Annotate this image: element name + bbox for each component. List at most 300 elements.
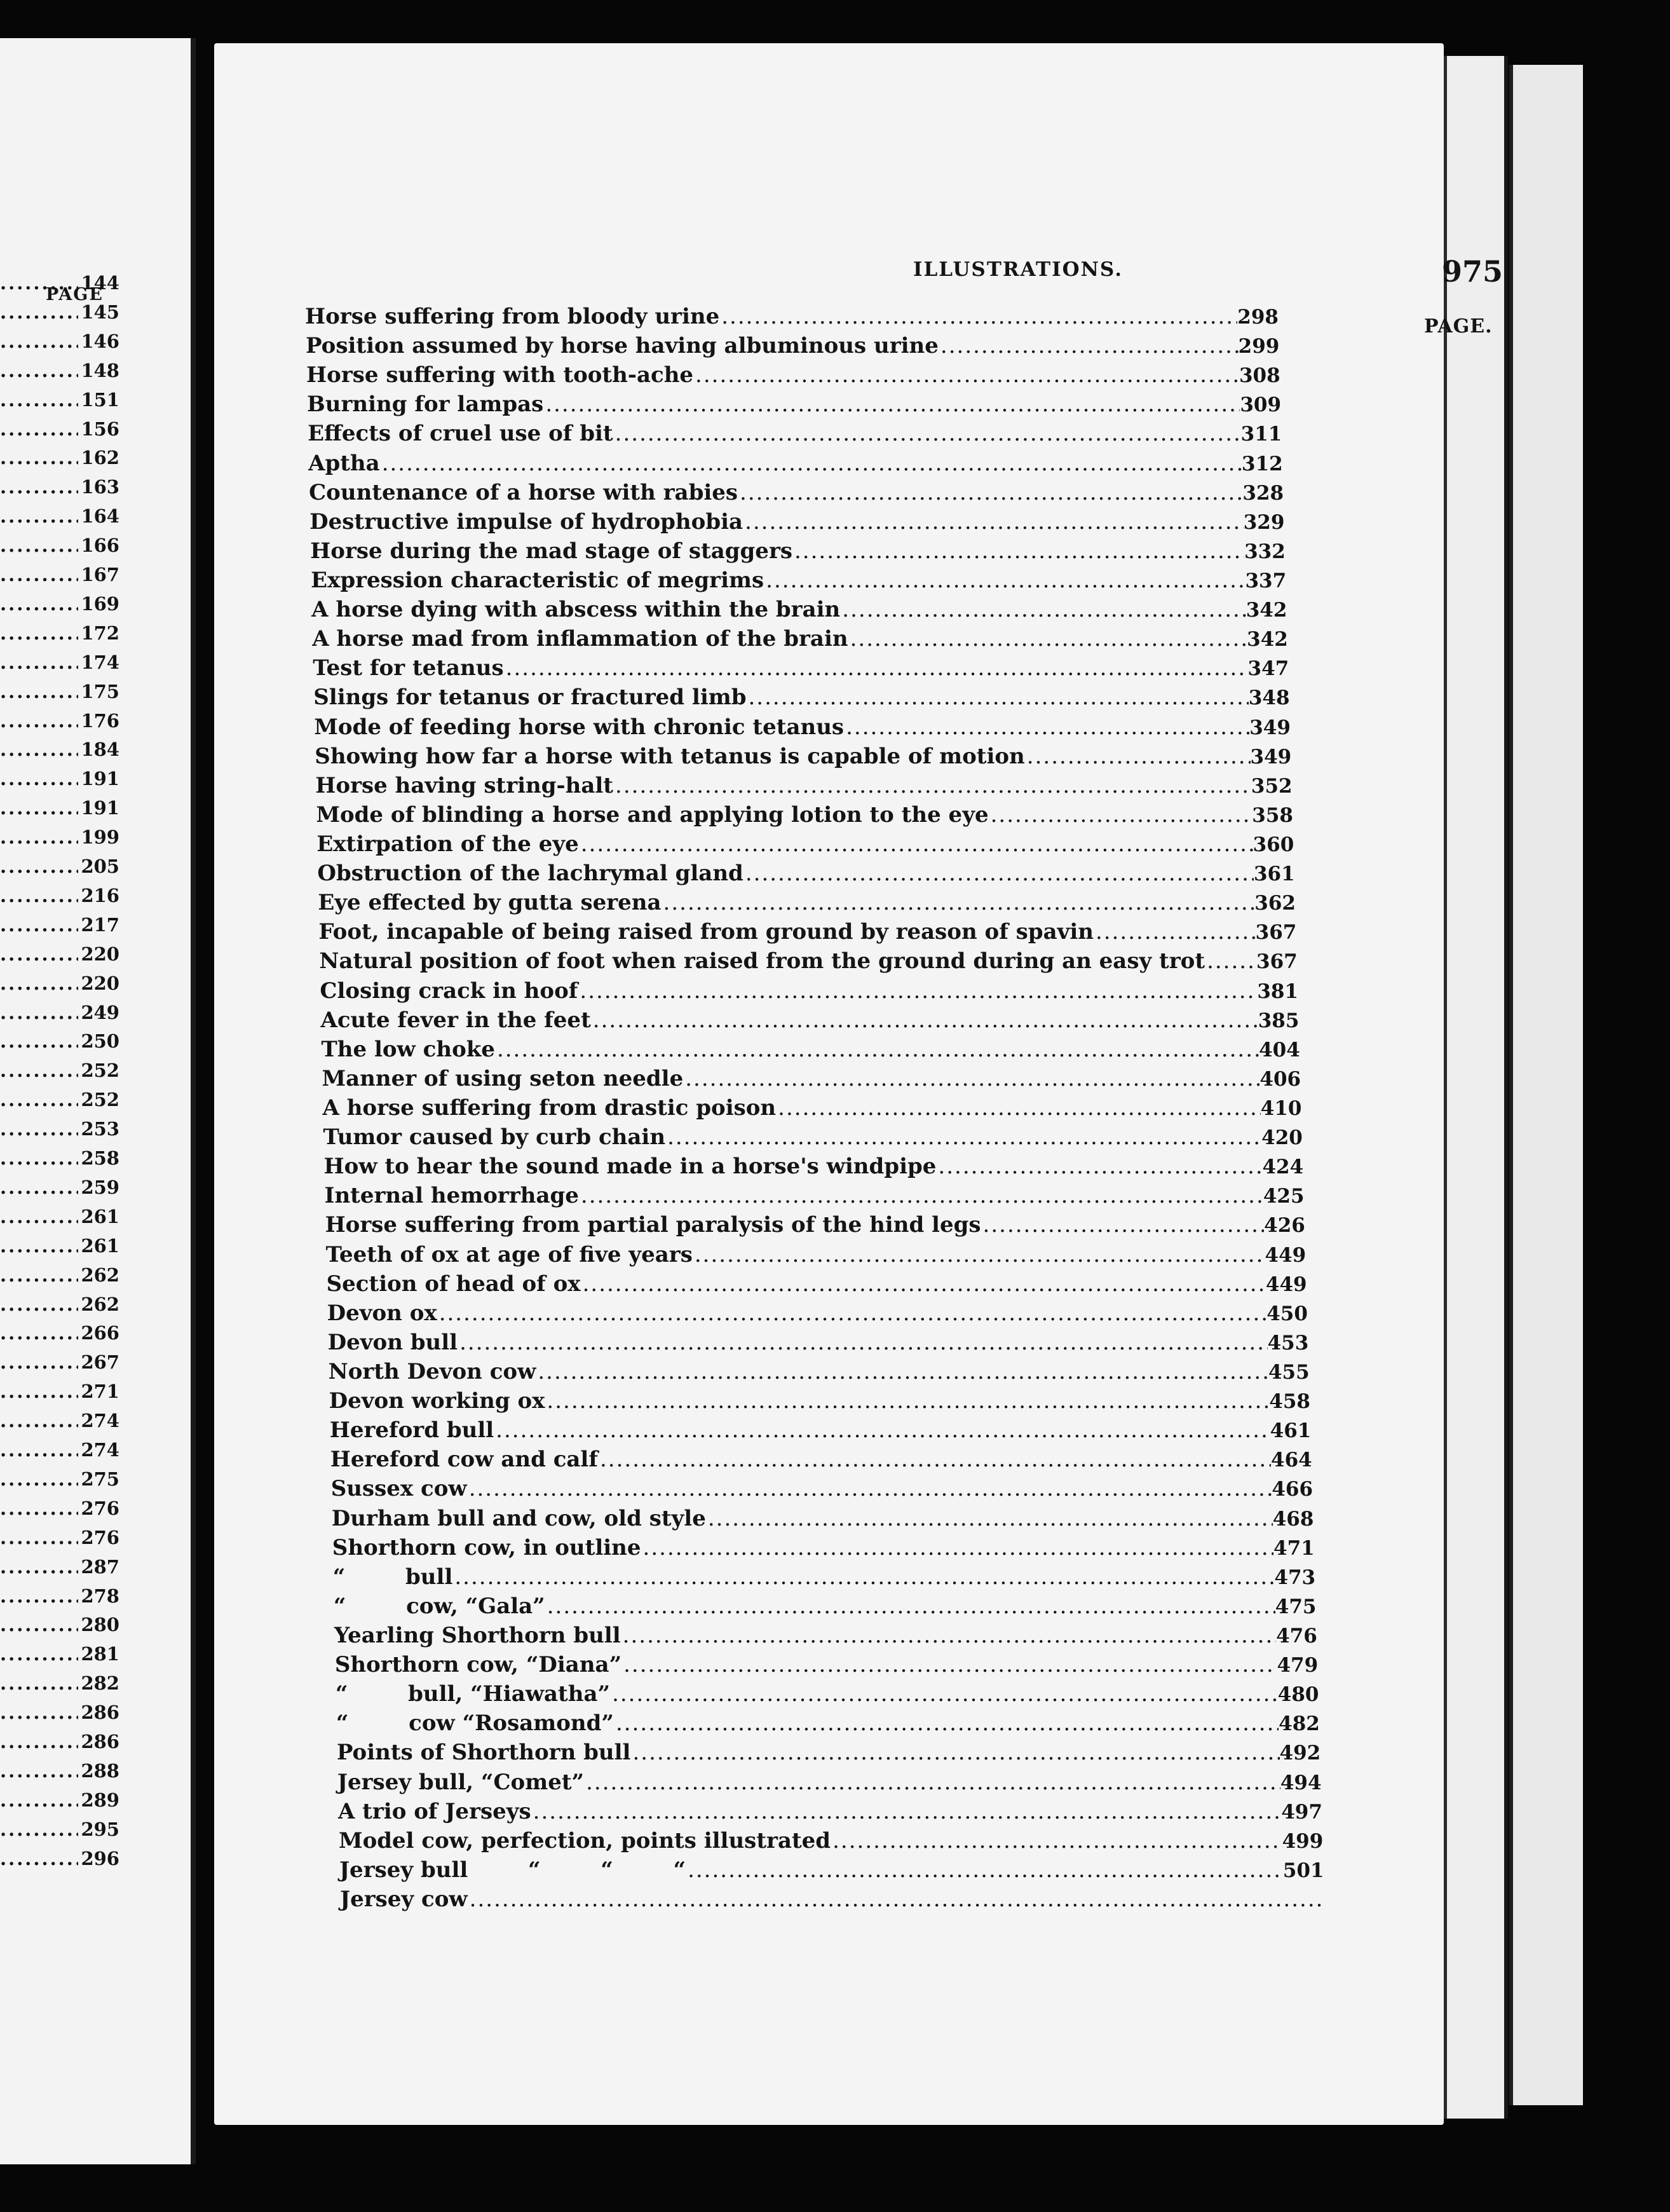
dot-leader <box>613 773 1251 798</box>
illustration-entry <box>323 1095 1302 1123</box>
left-page-row <box>0 1264 119 1290</box>
dot-leader <box>1025 744 1251 769</box>
illustration-title: Section of head of ox <box>326 1271 581 1297</box>
dot-leader <box>504 655 1248 681</box>
left-page-row <box>0 768 119 793</box>
dot-leader <box>584 1770 1280 1795</box>
illustration-page-number: 410 <box>1260 1097 1302 1120</box>
left-page-number: 267 <box>81 1351 119 1374</box>
dot-leader <box>0 943 78 965</box>
illustration-title: Acute fever in the feet <box>320 1007 591 1033</box>
left-page-number: 253 <box>81 1118 119 1140</box>
left-page-row <box>0 1672 119 1698</box>
illustration-page-number: 464 <box>1271 1449 1312 1472</box>
left-page-row <box>0 1789 119 1815</box>
left-page-row <box>0 360 119 385</box>
illustration-page-number: 367 <box>1255 921 1297 945</box>
left-page-row <box>0 1760 119 1785</box>
illustration-title: Shorthorn cow, in outline <box>332 1534 641 1560</box>
dot-leader <box>0 535 78 556</box>
left-page-number: 275 <box>81 1468 119 1490</box>
left-page-row <box>0 418 119 444</box>
illustration-title: Extirpation of the eye <box>316 831 579 857</box>
left-page-row <box>0 739 119 764</box>
dot-leader <box>613 421 1241 446</box>
left-page-number: 216 <box>81 884 119 906</box>
illustration-page-number: 450 <box>1266 1302 1308 1325</box>
illustration-title: Jersey bull “ “ “ <box>339 1857 686 1883</box>
illustration-entry <box>322 1066 1301 1094</box>
left-page-number: 148 <box>81 359 119 381</box>
illustration-title: Mode of blinding a horse and applying lotion to the eye <box>316 802 989 828</box>
left-page-number: 252 <box>81 1089 119 1111</box>
left-page-row <box>0 1089 119 1114</box>
illustration-title: Aptha <box>308 450 380 476</box>
dot-leader <box>662 890 1255 915</box>
dot-leader <box>0 1672 78 1694</box>
illustration-page-number: 453 <box>1267 1331 1309 1355</box>
illustration-entry <box>336 1681 1319 1709</box>
dot-leader <box>0 1177 78 1198</box>
illustration-entry <box>309 480 1284 508</box>
dot-leader <box>665 1124 1261 1150</box>
illustration-title: Test for tetanus <box>313 655 504 681</box>
left-page-row <box>0 710 119 735</box>
dot-leader <box>0 564 78 585</box>
illustration-page-number: 473 <box>1274 1566 1316 1589</box>
left-page-row <box>0 389 119 414</box>
illustration-page-number: 337 <box>1245 570 1287 592</box>
left-page-number: 286 <box>81 1702 119 1724</box>
dot-leader <box>792 538 1244 564</box>
illustration-page-number: 492 <box>1279 1742 1321 1765</box>
dot-leader <box>0 1002 78 1023</box>
illustration-entry <box>306 362 1280 390</box>
left-page-number: 162 <box>81 447 119 469</box>
illustration-title: Teeth of ox at age of five years <box>325 1241 693 1267</box>
dot-leader <box>0 973 78 994</box>
dot-leader <box>844 714 1249 740</box>
dot-leader <box>641 1535 1274 1560</box>
left-page-number: 174 <box>81 651 119 673</box>
illustration-title: Devon ox <box>327 1300 437 1326</box>
left-page-number: 262 <box>81 1264 119 1286</box>
illustration-title: Countenance of a horse with rabies <box>309 479 738 505</box>
illustration-entry <box>325 1212 1305 1240</box>
illustration-page-number: 426 <box>1264 1214 1305 1238</box>
illustration-title: A horse suffering from drastic poison <box>322 1095 777 1121</box>
illustration-title: Position assumed by horse having albuminous urine <box>306 333 939 359</box>
dot-leader <box>0 1789 78 1811</box>
dot-leader <box>494 1417 1270 1443</box>
left-page-row <box>0 1614 119 1639</box>
illustration-page-number: 404 <box>1259 1038 1300 1062</box>
dot-leader <box>0 272 78 294</box>
illustration-title: Jersey cow <box>340 1887 468 1912</box>
dot-leader <box>0 856 78 877</box>
dot-leader <box>981 1212 1265 1238</box>
dot-leader <box>579 1183 1263 1208</box>
left-page-number: 184 <box>81 739 119 761</box>
left-page-number: 261 <box>81 1205 119 1227</box>
illustrations-page <box>214 43 1504 2125</box>
illustration-page-number: 312 <box>1242 452 1283 475</box>
illustration-page-number: 381 <box>1257 980 1299 1003</box>
illustration-entry <box>319 948 1297 976</box>
left-page-row <box>0 652 119 677</box>
dot-leader <box>840 597 1246 622</box>
illustration-entry <box>333 1564 1315 1592</box>
dot-leader <box>0 1702 78 1723</box>
left-page-number: 191 <box>81 797 119 819</box>
illustration-page-number: 482 <box>1279 1712 1320 1736</box>
illustration-page-number: 424 <box>1262 1156 1304 1179</box>
illustration-page-number: 475 <box>1275 1595 1317 1618</box>
dot-leader <box>0 797 78 819</box>
illustration-entry <box>332 1535 1315 1563</box>
dot-leader <box>0 331 78 352</box>
illustration-page-number: 499 <box>1282 1829 1324 1853</box>
illustration-title: A horse mad from inflammation of the brain <box>312 626 848 652</box>
left-page-row <box>0 593 119 618</box>
dot-leader <box>0 1381 78 1402</box>
dot-leader <box>0 360 78 381</box>
left-page-row <box>0 1351 119 1377</box>
illustration-entry <box>330 1447 1312 1475</box>
illustration-title: The low choke <box>321 1036 495 1062</box>
illustration-entry <box>324 1154 1304 1182</box>
dot-leader <box>693 362 1239 388</box>
illustration-title: Points of Shorthorn bull <box>336 1740 631 1766</box>
illustration-page-number: 358 <box>1252 803 1293 827</box>
illustration-entry <box>334 1594 1317 1621</box>
illustration-entry <box>311 597 1287 625</box>
illustration-page-number: 360 <box>1252 833 1294 856</box>
illustration-entry <box>318 890 1296 918</box>
illustration-entry <box>330 1417 1312 1445</box>
dot-leader <box>848 626 1247 652</box>
left-page-row <box>0 301 119 327</box>
dot-leader <box>776 1095 1261 1121</box>
illustration-page-number: 361 <box>1253 863 1295 886</box>
left-page-row <box>0 331 119 356</box>
illustration-entry <box>339 1828 1323 1856</box>
illustration-entry <box>320 978 1298 1006</box>
dot-leader <box>0 1264 78 1286</box>
illustration-page-number: 328 <box>1242 481 1284 505</box>
illustration-title: Internal hemorrhage <box>324 1183 579 1209</box>
illustration-entry <box>329 1359 1310 1387</box>
left-page-row <box>0 1060 119 1085</box>
left-page-number: 220 <box>81 943 119 965</box>
dot-leader <box>0 447 78 468</box>
illustration-title: How to hear the sound made in a horse's windpipe <box>323 1154 937 1180</box>
dot-leader <box>0 622 78 644</box>
illustration-entry <box>340 1887 1325 1915</box>
dot-leader <box>0 389 78 411</box>
left-page-number: 220 <box>81 972 119 994</box>
illustration-page-number: 480 <box>1277 1683 1319 1707</box>
illustration-entry <box>316 802 1293 830</box>
left-page-number: 286 <box>81 1731 119 1752</box>
dot-leader <box>0 1439 78 1461</box>
illustration-page-number: 455 <box>1268 1361 1310 1384</box>
dot-leader <box>0 1235 78 1257</box>
illustration-title: Destructive impulse of hydrophobia <box>309 509 743 535</box>
left-page-number: 164 <box>81 505 119 528</box>
illustration-title: Tumor caused by curb chain <box>323 1124 666 1150</box>
left-page-row <box>0 1731 119 1756</box>
dot-leader <box>578 978 1257 1004</box>
illustration-title: Eye effected by gutta serena <box>318 890 662 916</box>
dot-leader <box>0 301 78 323</box>
dot-leader <box>380 451 1242 476</box>
illustration-entry <box>336 1710 1320 1738</box>
left-page-row <box>0 1410 119 1435</box>
left-page-row <box>0 1848 119 1873</box>
illustration-title: Expression characteristic of megrims <box>311 568 764 593</box>
dot-leader <box>0 710 78 732</box>
left-page-row <box>0 564 119 589</box>
dot-leader <box>0 1060 78 1081</box>
illustration-title: A trio of Jerseys <box>337 1798 531 1824</box>
illustration-entry <box>317 861 1294 889</box>
illustration-page-number: 476 <box>1276 1625 1317 1648</box>
illustration-title: Hereford bull <box>329 1417 494 1444</box>
left-page-number: 271 <box>81 1381 119 1403</box>
dot-leader <box>0 914 78 936</box>
dot-leader <box>936 1154 1262 1179</box>
dot-leader <box>719 304 1237 329</box>
dot-leader <box>0 1030 78 1052</box>
illustration-title: Obstruction of the lachrymal gland <box>317 861 743 887</box>
left-page-row <box>0 1439 119 1464</box>
dot-leader <box>0 768 78 789</box>
dot-leader <box>1205 948 1256 974</box>
illustration-title: “ bull, “Hiawatha” <box>335 1681 611 1707</box>
dot-leader <box>0 1643 78 1665</box>
illustration-title: Model cow, perfection, points illustrated <box>338 1827 831 1854</box>
left-page-number: 266 <box>81 1322 119 1344</box>
left-page-row <box>0 1118 119 1144</box>
dot-leader <box>614 1710 1279 1736</box>
illustration-title: Burning for lampas <box>307 392 544 418</box>
illustration-page-number: 311 <box>1240 423 1282 446</box>
dot-leader <box>591 1007 1258 1033</box>
illustration-entry <box>309 509 1284 537</box>
left-page-number: 278 <box>81 1585 119 1607</box>
left-page-row <box>0 1702 119 1727</box>
dot-leader <box>0 418 78 440</box>
dot-leader <box>743 509 1244 535</box>
illustration-entry <box>307 392 1281 420</box>
dot-leader <box>939 333 1239 358</box>
illustration-title: Mode of feeding horse with chronic tetanus <box>314 714 845 740</box>
illustration-page-number: 349 <box>1250 745 1292 768</box>
dot-leader <box>437 1301 1267 1326</box>
left-page-row <box>0 826 119 852</box>
illustration-page-number: 342 <box>1246 599 1287 622</box>
dot-leader <box>0 1206 78 1227</box>
illustration-title: Closing crack in hoof <box>320 978 578 1004</box>
left-page-number: 217 <box>81 913 119 936</box>
illustration-entry <box>305 304 1279 332</box>
dot-leader <box>543 392 1240 417</box>
illustration-title: Shorthorn cow, “Diana” <box>334 1652 622 1678</box>
illustration-page-number: 458 <box>1269 1390 1310 1414</box>
illustration-title: Durham bull and cow, old style <box>331 1505 706 1531</box>
dot-leader <box>621 1623 1276 1648</box>
illustration-page-number: 461 <box>1270 1419 1312 1443</box>
dot-leader <box>545 1388 1269 1414</box>
illustration-entry <box>331 1476 1313 1504</box>
page-number: 975 <box>1442 254 1504 289</box>
left-page-number: 282 <box>81 1672 119 1695</box>
dot-leader <box>686 1857 1283 1883</box>
left-page-number: 199 <box>81 826 119 849</box>
dot-leader <box>0 1760 78 1782</box>
left-page-number: 163 <box>81 476 119 498</box>
illustration-title: Foot, incapable of being raised from ground by reason of spavin <box>318 919 1094 945</box>
running-head: ILLUSTRATIONS. <box>913 258 1123 281</box>
dot-leader <box>0 476 78 498</box>
illustration-title: Natural position of foot when raised from the ground during an easy trot <box>319 948 1205 974</box>
left-page-number: 205 <box>81 856 119 877</box>
illustration-title: “ cow, “Gala” <box>333 1593 545 1619</box>
left-page-row <box>0 1643 119 1669</box>
left-page-number: 259 <box>81 1176 119 1198</box>
dot-leader <box>743 861 1254 886</box>
left-page-number: 261 <box>81 1234 119 1257</box>
illustration-entry <box>314 714 1291 742</box>
illustration-page-number: 425 <box>1263 1185 1305 1208</box>
dot-leader <box>536 1359 1268 1384</box>
illustration-entry <box>308 421 1282 449</box>
dot-leader <box>0 1118 78 1140</box>
illustration-entry <box>332 1506 1314 1534</box>
illustration-entry <box>311 568 1286 596</box>
left-page-row <box>0 505 119 531</box>
left-page-row <box>0 797 119 823</box>
dot-leader <box>0 1147 78 1169</box>
left-page-number: 288 <box>81 1759 119 1782</box>
left-page-row <box>0 943 119 969</box>
left-page-row <box>0 1002 119 1027</box>
illustration-page-number: 420 <box>1261 1126 1303 1150</box>
illustration-title: A horse dying with abscess within the brain <box>311 597 841 623</box>
dot-leader <box>581 1271 1266 1297</box>
illustration-entry <box>337 1740 1320 1768</box>
illustration-title: Jersey bull, “Comet” <box>337 1769 585 1795</box>
dot-leader <box>0 593 78 615</box>
dot-leader <box>0 1468 78 1490</box>
illustration-title: Showing how far a horse with tetanus is capable of motion <box>315 743 1025 769</box>
left-page-number: 287 <box>81 1555 119 1578</box>
dot-leader <box>0 1498 78 1519</box>
illustration-entry <box>329 1388 1310 1416</box>
left-page-number: 146 <box>81 330 119 352</box>
left-page-row <box>0 447 119 472</box>
page-edge <box>1509 65 1583 2105</box>
dot-leader <box>0 1556 78 1578</box>
dot-leader <box>621 1652 1277 1677</box>
illustration-entry <box>321 1037 1300 1065</box>
illustration-entry <box>312 626 1288 654</box>
dot-leader <box>0 1614 78 1635</box>
illustration-entry <box>325 1183 1305 1211</box>
left-page-row <box>0 1498 119 1523</box>
illustration-entry <box>326 1242 1307 1270</box>
left-page-row <box>0 681 119 706</box>
left-page-row <box>0 1206 119 1231</box>
left-page-number: 167 <box>81 564 119 585</box>
illustration-entry <box>308 451 1283 479</box>
illustration-page-number: 449 <box>1265 1243 1307 1267</box>
left-page-number: 276 <box>81 1497 119 1519</box>
illustration-entry <box>328 1330 1309 1358</box>
dot-leader <box>0 1819 78 1840</box>
left-page-row <box>0 1585 119 1611</box>
dot-leader <box>0 681 78 702</box>
illustration-page-number: 362 <box>1254 892 1296 915</box>
left-page-row <box>0 1294 119 1319</box>
dot-leader <box>0 1351 78 1373</box>
dot-leader <box>989 802 1252 828</box>
dot-leader <box>579 831 1253 857</box>
dot-leader <box>0 1585 78 1607</box>
left-page-row <box>0 1235 119 1260</box>
left-page-row <box>0 1527 119 1552</box>
illustration-entry <box>313 685 1289 713</box>
dot-leader <box>468 1887 1325 1912</box>
left-page-number: 274 <box>81 1410 119 1432</box>
facing-page-fragment <box>0 38 196 2164</box>
dot-leader <box>598 1447 1271 1472</box>
left-page-number: 176 <box>81 709 119 732</box>
left-page-number: 289 <box>81 1789 119 1811</box>
illustration-title: Horse suffering from partial paralysis of the hind legs <box>325 1212 981 1238</box>
dot-leader <box>495 1037 1259 1062</box>
illustration-title: North Devon cow <box>328 1359 536 1384</box>
left-page-number: 151 <box>81 388 119 411</box>
dot-leader <box>545 1594 1275 1619</box>
illustration-entry <box>327 1301 1308 1328</box>
illustration-entry <box>313 655 1289 683</box>
illustration-entry <box>338 1799 1322 1827</box>
illustration-entry <box>334 1623 1317 1651</box>
illustration-entry <box>335 1652 1318 1680</box>
illustration-title: Horse suffering with tooth-ache <box>306 362 694 388</box>
illustration-page-number: 352 <box>1251 774 1293 798</box>
page-column-label: PAGE. <box>1424 315 1493 338</box>
page-edge <box>1444 56 1508 2119</box>
illustration-page-number: 329 <box>1243 510 1285 534</box>
left-page-number: 249 <box>81 1001 119 1023</box>
illustration-title: Hereford cow and calf <box>330 1447 598 1473</box>
left-page-number: 262 <box>81 1293 119 1315</box>
left-page-number: 156 <box>81 418 119 440</box>
illustration-page-number: 449 <box>1265 1273 1307 1296</box>
dot-leader <box>683 1066 1259 1091</box>
illustration-entry <box>310 538 1286 566</box>
left-page-row <box>0 973 119 998</box>
dot-leader <box>0 1089 78 1110</box>
illustration-page-number: 497 <box>1281 1800 1322 1824</box>
illustration-page-number: 349 <box>1249 716 1291 739</box>
illustration-entry <box>316 831 1294 859</box>
dot-leader <box>531 1799 1282 1824</box>
illustration-entry <box>337 1770 1322 1798</box>
